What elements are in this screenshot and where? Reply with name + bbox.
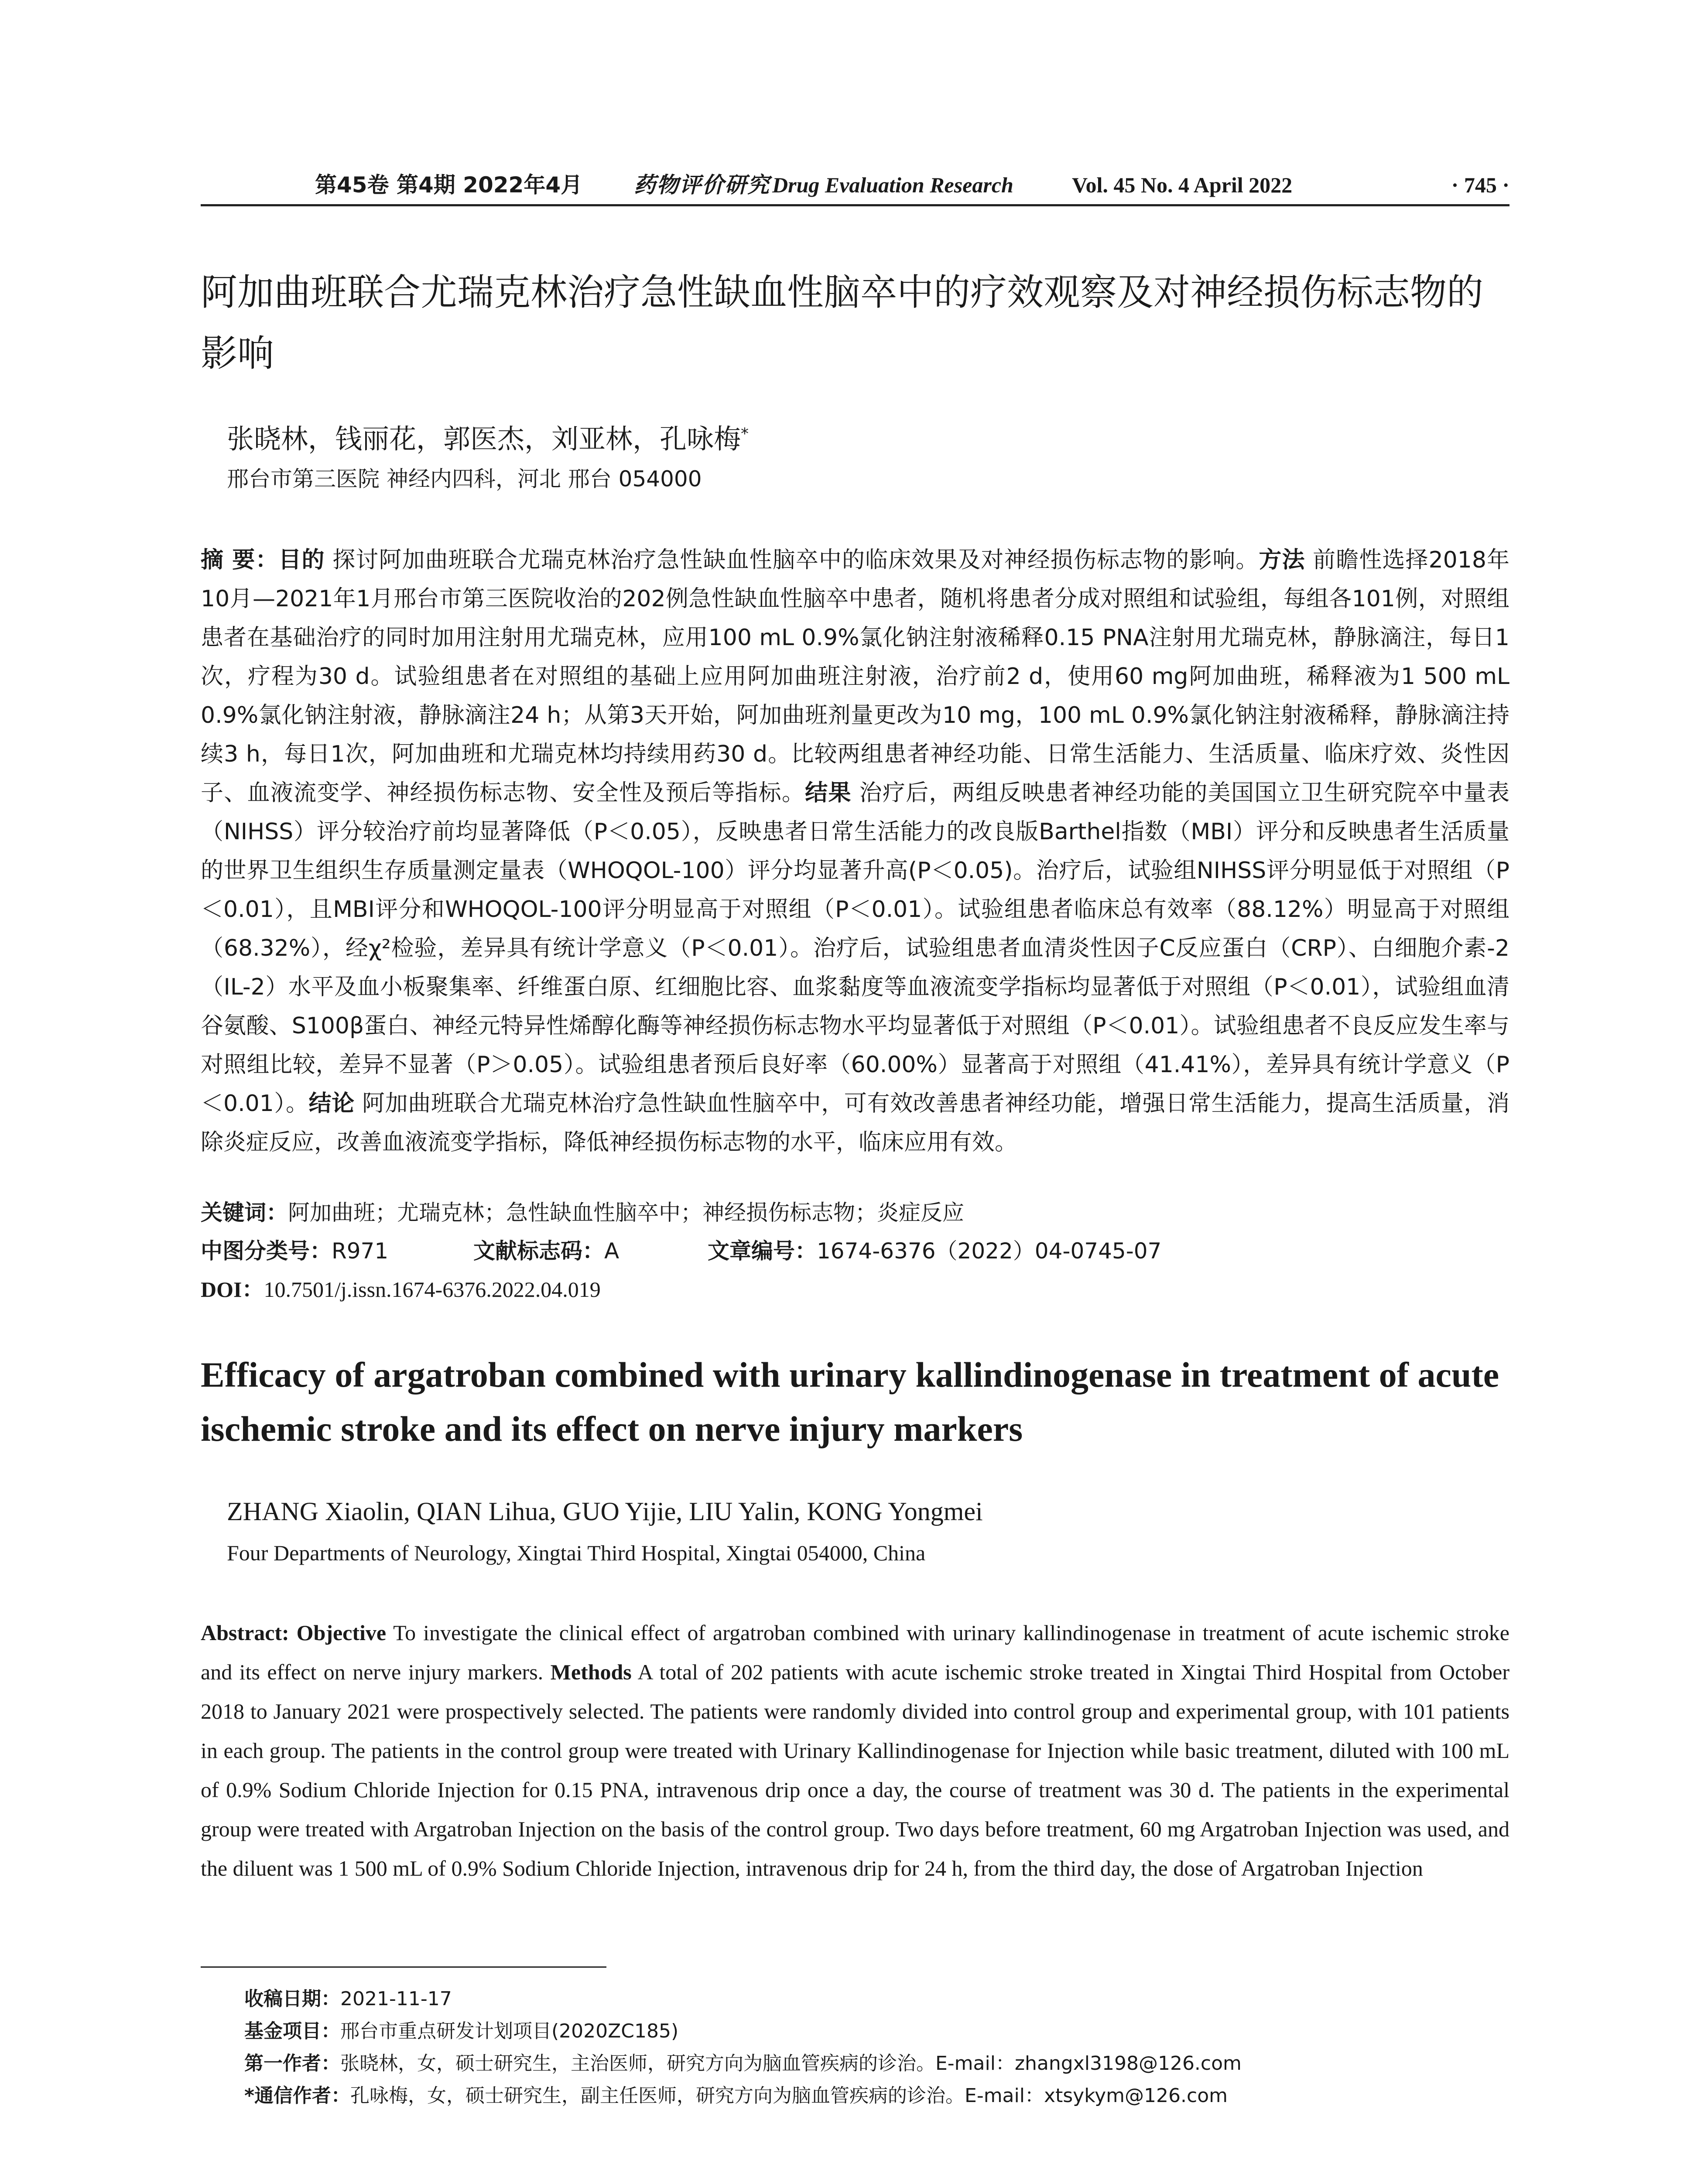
abstract-label-en: Abstract: (201, 1620, 289, 1645)
author-list-cn (227, 414, 749, 459)
results-text-cn: 治疗后，两组反映患者神经功能的美国国立卫生研究院卒中量表（NIHSS）评分较治疗前均显著降低（P＜0.05），反映患者日常生活能力的改良版Barthel指数（MBI）评分和反映患者生活质量的世界卫生组织生存质量测定量表（WHOQOL-100）评分均显著升高(P＜0.05)。治疗后，试验组NIHSS评分明显低于对照组（P＜0.01），且MBI评分和WHOQOL-100评分明显高于对照组（P＜0.01）。试验组患者临床总有效率（88.12%）明显高于对照组（68.32%），经χ²检验，差异具有统计学意义（P＜0.01）。治疗后，试验组患者血清炎性因子C反应蛋白（CRP）、白细胞介素-2（IL-2）水平及血小板聚集率、纤维蛋白原、红细胞比容、血浆黏度等血液流变学指标均显著低于对照组（P＜0.01），试验组血清谷氨酸、S100β蛋白、神经元特异性烯醇化酶等神经损伤标志物水平均显著低于对照组（P＜0.01）。试验组患者不良反应发生率与对照组比较，差异不显著（P＞0.05）。试验组患者预后良好率（60.00%）显著高于对照组（41.41%），差异具有统计学意义（P＜0.01）。 (201, 780, 1509, 1117)
classification-line (201, 1234, 1509, 1268)
header-issue-cn: 第45卷 第4期 2022年4月 (315, 172, 583, 198)
abstract-en (201, 1613, 1509, 1888)
keywords-value: 阿加曲班；尤瑞克林；急性缺血性脑卒中；神经损伤标志物；炎症反应 (288, 1200, 964, 1225)
doi-label: DOI： (201, 1277, 264, 1302)
fund-label: 基金项目： (244, 2020, 340, 2042)
doi-line (201, 1272, 601, 1307)
running-header (201, 168, 1509, 202)
authors-en: ZHANG Xiaolin, QIAN Lihua, GUO Yijie, LIU Yalin, KONG Yongmei (227, 1497, 983, 1526)
header-journal-name: Drug Evaluation Research (772, 173, 1013, 197)
clc-item (201, 1234, 388, 1268)
conclusion-text-cn: 阿加曲班联合尤瑞克林治疗急性缺血性脑卒中，可有效改善患者神经功能，增强日常生活能力，提高生活质量，消除炎症反应，改善血液流变学指标，降低神经损伤标志物的水平，临床应用有效。 (201, 1090, 1509, 1155)
objective-text-en: To investigate the clinical effect of argatroban combined with urinary kallindinogenase in treatment of acute ischemic stroke and its effect on nerve injury markers. (201, 1620, 1509, 1684)
received-label: 收稿日期： (244, 1988, 340, 2010)
authors-cn: 张晓林，钱丽花，郭医杰，刘亚林，孔咏梅 (227, 423, 741, 455)
header-rule (201, 204, 1509, 206)
objective-label-cn: 目的 (278, 547, 325, 573)
footnote-corresponding (244, 2080, 1509, 2112)
methods-label-en: Methods (550, 1660, 632, 1684)
first-author-value: 张晓林，女，硕士研究生，主治医师，研究方向为脑血管疾病的诊治。E-mail：zhangxl3198@126.com (340, 2052, 1242, 2075)
results-label-cn: 结果 (805, 780, 852, 806)
doc-code-item (473, 1234, 619, 1268)
abstract-cn (201, 541, 1509, 1162)
corresponding-mark: * (741, 425, 749, 443)
methods-text-en: A total of 202 patients with acute ischemic stroke treated in Xingtai Third Hospital from October 2018 to January 2021 were prospectively selected. The patients were randomly divided into control group and experimental group, with 101 patients in each group. The patients in the control group were treated with Urinary Kallindinogenase for Injection while basic treatment, diluted with 100 mL of 0.9% Sodium Chloride Injection for 0.15 PNA, intravenous drip once a day, the course of treatment was 30 d. The patients in the experimental group were treated with Argatroban Injection on the basis of the control group. Two days before treatment, 60 mg Argatroban Injection was used, and the diluent was 1 500 mL of 0.9% Sodium Chloride Injection, intravenous drip for 24 h, from the third day, the dose of Argatroban Injection (201, 1660, 1510, 1880)
methods-text-cn: 前瞻性选择2018年10月—2021年1月邢台市第三医院收治的202例急性缺血性脑卒中患者，随机将患者分成对照组和试验组，每组各101例，对照组患者在基础治疗的同时加用注射用尤瑞克林，应用100 mL 0.9%氯化钠注射液稀释0.15 PNA注射用尤瑞克林，静脉滴注，每日1次，疗程为30 d。试验组患者在对照组的基础上应用阿加曲班注射液，治疗前2 d，使用60 mg阿加曲班，稀释液为1 500 mL 0.9%氯化钠注射液，静脉滴注24 h；从第3天开始，阿加曲班剂量更改为10 mg，100 mL 0.9%氯化钠注射液稀释，静脉滴注持续3 h，每日1次，阿加曲班和尤瑞克林均持续用药30 d。比较两组患者神经功能、日常生活能力、生活质量、临床疗效、炎性因子、血液流变学、神经损伤标志物、安全性及预后等指标。 (201, 547, 1509, 806)
header-volume: Vol. 45 No. 4 April 2022 (1072, 173, 1293, 197)
article-no-value: 1674-6376（2022）04-0745-07 (817, 1238, 1162, 1264)
keywords-cn (201, 1195, 964, 1230)
keywords-label: 关键词： (201, 1200, 288, 1225)
footnote-rule (201, 1966, 606, 1968)
footnotes (244, 1983, 1509, 2112)
footnote-fund (244, 2015, 1509, 2048)
header-page-number: · 745 · (1451, 173, 1509, 197)
received-value: 2021-11-17 (340, 1988, 452, 2010)
affiliation-cn: 邢台市第三医院 神经内四科，河北 邢台 054000 (227, 466, 702, 492)
journal-logo: 药物评价研究 (634, 172, 770, 198)
article-title-cn: 阿加曲班联合尤瑞克林治疗急性缺血性脑卒中的疗效观察及对神经损伤标志物的影响 (201, 271, 1484, 375)
doc-code-value: A (604, 1238, 620, 1264)
corresponding-label: *通信作者： (244, 2085, 351, 2107)
corresponding-value: 孔咏梅，女，硕士研究生，副主任医师，研究方向为脑血管疾病的诊治。E-mail：xtsykym@126.com (350, 2085, 1228, 2107)
doc-code-label: 文献标志码： (473, 1238, 604, 1264)
fund-value: 邢台市重点研发计划项目(2020ZC185) (340, 2020, 679, 2042)
footnote-first-author (244, 2048, 1509, 2080)
methods-label-cn: 方法 (1259, 547, 1305, 573)
abstract-label-cn: 摘 要： (201, 547, 279, 573)
clc-label: 中图分类号： (201, 1238, 332, 1264)
affiliation-en: Four Departments of Neurology, Xingtai Third Hospital, Xingtai 054000, China (227, 1541, 926, 1565)
objective-label-en: Objective (296, 1620, 387, 1645)
first-author-label: 第一作者： (244, 2052, 340, 2075)
article-title-en: Efficacy of argatroban combined with urinary kallindinogenase in treatment of acute ischemic stroke and its effect on nerve injury markers (201, 1355, 1499, 1449)
footnote-received (244, 1983, 1509, 2015)
clc-value: R971 (332, 1238, 389, 1264)
conclusion-label-cn: 结论 (308, 1090, 355, 1117)
objective-text-cn: 探讨阿加曲班联合尤瑞克林治疗急性缺血性脑卒中的临床效果及对神经损伤标志物的影响。 (325, 547, 1259, 573)
article-no-item (708, 1234, 1161, 1268)
article-no-label: 文章编号： (708, 1238, 817, 1264)
doi-value: 10.7501/j.issn.1674-6376.2022.04.019 (264, 1277, 601, 1302)
